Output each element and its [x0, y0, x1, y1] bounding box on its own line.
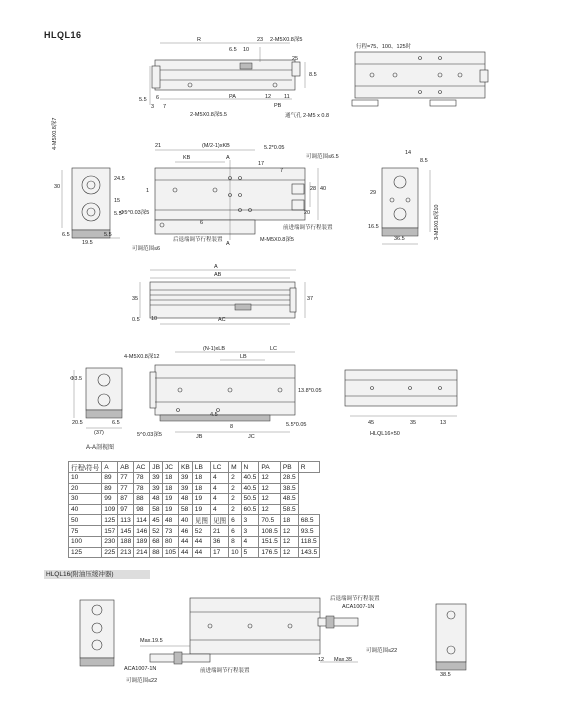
table-cell: 18 [192, 483, 210, 494]
table-cell: 68 [150, 536, 163, 547]
table-cell: 44 [178, 536, 192, 547]
table-cell: 87 [118, 494, 134, 505]
table-header-cell: LB [192, 462, 210, 473]
dim-label: 可调范围≤6.5 [306, 154, 339, 160]
dim-label: 3 [151, 104, 155, 110]
table-cell: 10 [229, 547, 241, 558]
table-header-cell: PA [259, 462, 281, 473]
section-caption: A-A剖视图 [86, 445, 115, 451]
table-row [69, 473, 320, 484]
table-row [69, 483, 320, 494]
table-cell: 105 [162, 547, 178, 558]
table-cell: 68.5 [298, 515, 320, 526]
table-row [69, 547, 320, 558]
table-cell: 4 [210, 473, 228, 484]
view-caption: HLQL16×50 [370, 431, 400, 437]
top-view [150, 43, 305, 105]
dim-label: (37) [94, 430, 104, 436]
left-end-view [62, 168, 120, 238]
callout-label: ACA1007-1N [124, 666, 157, 672]
table-cell: 176.5 [259, 547, 281, 558]
table-cell: 12 [280, 536, 298, 547]
table-cell: 12 [280, 526, 298, 537]
table-cell: 3 [241, 526, 259, 537]
table-body [69, 473, 320, 558]
table-cell: 60.5 [241, 504, 259, 515]
table-cell: 189 [134, 536, 150, 547]
dim-label: JC [248, 434, 255, 440]
table-cell: 12 [259, 473, 281, 484]
table-cell: 109 [102, 504, 118, 515]
table-cell: 8 [229, 536, 241, 547]
dim-label: 可调范围≤6 [132, 246, 161, 252]
dim-label: 8 [230, 424, 234, 430]
dim-label: 6.5 [229, 47, 237, 53]
dim-label: 38.5 [440, 672, 451, 678]
table-cell: 4 [210, 483, 228, 494]
dim-label: 12 [265, 94, 272, 100]
table-cell: 6 [229, 526, 241, 537]
table-cell: 125 [102, 515, 118, 526]
dim-label: 13 [440, 420, 447, 426]
dim-label: 4-M5X0.8深12 [124, 354, 160, 360]
dim-label: 7 [280, 168, 284, 174]
table-cell: 48 [150, 494, 163, 505]
dim-label: 40 [320, 186, 327, 192]
table-cell: 40 [178, 515, 192, 526]
dim-label: 2-M5X0.8深5 [270, 37, 303, 43]
dim-label: AC [218, 317, 226, 323]
table-cell: 2 [229, 483, 241, 494]
table-cell: 143.5 [298, 547, 320, 558]
stroke-note: 行程=75、100、125时 [356, 44, 412, 50]
dim-label: 5.2*0.05 [264, 145, 285, 151]
table-cell: 214 [134, 547, 150, 558]
dim-label: KB [183, 155, 191, 161]
table-row [69, 536, 320, 547]
dim-label: 45 [368, 420, 375, 426]
table-cell: 151.5 [259, 536, 281, 547]
table-cell: 46 [178, 526, 192, 537]
dim-label: 19.5 [82, 240, 93, 246]
dim-label: 10 [243, 47, 250, 53]
section-middle-view [150, 352, 295, 432]
callout-label: 前进端调节行程装置 [200, 668, 250, 674]
table-cell: 12 [259, 504, 281, 515]
table-cell: 157 [102, 526, 118, 537]
dim-label: 36.5 [394, 236, 405, 242]
table-cell: 4 [241, 536, 259, 547]
dim-label: 10 [151, 316, 158, 322]
dim-label: 29 [370, 190, 377, 196]
dim-label: PB [274, 103, 282, 109]
dim-label: 21 [155, 143, 162, 149]
table-cell: 213 [118, 547, 134, 558]
table-cell: 188 [118, 536, 134, 547]
dim-label: 5.5 [139, 97, 147, 103]
dim-label: 15 [114, 198, 121, 204]
dim-label: 20.5 [72, 420, 83, 426]
dim-label: A [214, 264, 218, 270]
dim-label: 4-M5X0.8深7 [52, 117, 58, 150]
table-cell: 80 [162, 536, 178, 547]
right-end-view [382, 168, 430, 244]
table-cell: 见图 [192, 515, 210, 526]
table-cell: 146 [134, 526, 150, 537]
dim-label: 17 [258, 161, 265, 167]
callout-label: ACA1007-1N [342, 604, 375, 610]
dim-label: 35 [132, 296, 139, 302]
dim-label: LB [240, 354, 247, 360]
table-cell: 75 [69, 526, 102, 537]
section-mark: A [226, 155, 230, 161]
table-cell: 93.5 [298, 526, 320, 537]
dim-label: 35 [410, 420, 417, 426]
dim-label: 可调范围≤22 [366, 648, 398, 654]
dim-label: 6.5 [62, 232, 70, 238]
table-cell: 77 [118, 483, 134, 494]
dim-label: 37 [307, 296, 314, 302]
dim-label: 6 [200, 220, 204, 226]
callout-label: 后退端调节行程装置 [330, 596, 380, 602]
table-cell: 45 [150, 515, 163, 526]
table-cell: 40 [69, 504, 102, 515]
table-cell: 40.5 [241, 473, 259, 484]
table-cell: 108.5 [259, 526, 281, 537]
table-header-cell: KB [178, 462, 192, 473]
dim-label: AB [214, 272, 222, 278]
dim-label: 0.5 [132, 317, 140, 323]
table-cell: 88 [150, 547, 163, 558]
table-cell: 99 [102, 494, 118, 505]
table-header-cell: JC [162, 462, 178, 473]
table-cell: 89 [102, 473, 118, 484]
table-header-cell: N [241, 462, 259, 473]
dim-label: 通气孔 2-M5 x 0.8 [285, 113, 330, 119]
table-cell: 40.5 [241, 483, 259, 494]
table-cell: 2 [229, 494, 241, 505]
section-header-buffer: HLQL16(附油压缓冲器) [44, 570, 150, 579]
table-header-cell: 行程\符号 [69, 462, 102, 473]
table-cell: 38.5 [280, 483, 298, 494]
spec-table [68, 461, 320, 558]
callout-label: 前进端调节行程装置 [283, 225, 333, 231]
dim-label: 8.5 [309, 72, 317, 78]
table-cell: 见图 [210, 515, 228, 526]
top-right-view [352, 52, 488, 106]
table-header-cell: AB [118, 462, 134, 473]
dim-label: PA [229, 94, 236, 100]
table-cell: 52 [150, 526, 163, 537]
dim-label: R [197, 37, 201, 43]
table-cell: 17 [210, 547, 228, 558]
table-cell: 58 [178, 504, 192, 515]
table-row [69, 494, 320, 505]
table-cell: 12 [259, 483, 281, 494]
dim-label: 2-M5X0.8深5.5 [190, 112, 227, 118]
dim-label: 6 [156, 95, 160, 101]
dim-label: 25 [292, 56, 299, 62]
dim-label: LC [270, 346, 278, 352]
table-cell: 48 [162, 515, 178, 526]
table-cell: 58 [150, 504, 163, 515]
dim-label: (M/2-1)xKB [202, 143, 230, 149]
table-cell: 12 [280, 547, 298, 558]
dim-label: 5.5 [104, 232, 112, 238]
buffer-front-view [140, 598, 358, 664]
dim-label: 4.5 [210, 412, 218, 418]
table-header-row [69, 462, 320, 473]
dim-label: 30 [54, 184, 61, 190]
table-cell: 98 [134, 504, 150, 515]
table-row [69, 526, 320, 537]
table-cell: 3 [241, 515, 259, 526]
callout-label: 后退端调节行程装置 [173, 237, 223, 243]
table-cell: 52 [192, 526, 210, 537]
table-cell: 100 [69, 536, 102, 547]
table-cell: 39 [178, 473, 192, 484]
section-mark: A [226, 241, 230, 247]
table-header-cell: JB [150, 462, 163, 473]
table-cell: 58.5 [280, 504, 298, 515]
table-cell: 39 [150, 483, 163, 494]
dim-label: 24.5 [114, 176, 125, 182]
table-cell: 230 [102, 536, 118, 547]
dim-label: 8.5 [420, 158, 428, 164]
table-header-cell: A [102, 462, 118, 473]
table-cell: 225 [102, 547, 118, 558]
table-header-cell: LC [210, 462, 228, 473]
dim-label: Max.35 [334, 657, 353, 663]
table-cell: 73 [162, 526, 178, 537]
table-cell: 4 [210, 504, 228, 515]
table-cell: 6 [229, 515, 241, 526]
table-cell: 39 [150, 473, 163, 484]
dim-label: 5^0.03深5 [137, 432, 162, 438]
table-cell: 44 [192, 536, 210, 547]
table-cell: 18 [162, 473, 178, 484]
callout-label: M-M5X0.8深5 [260, 237, 294, 243]
table-cell: 19 [162, 504, 178, 515]
table-header-cell: PB [280, 462, 298, 473]
table-cell: 44 [192, 547, 210, 558]
table-cell: 4 [210, 494, 228, 505]
dim-label: 7 [163, 104, 167, 110]
table-cell: 118.5 [298, 536, 320, 547]
dim-label: JB [196, 434, 203, 440]
table-cell: 88 [134, 494, 150, 505]
table-cell: 18 [192, 473, 210, 484]
dim-label: 1 [146, 188, 150, 194]
dim-label: 11 [284, 94, 290, 100]
dim-label: 12 [318, 657, 325, 663]
dim-label: 可调范围≤22 [126, 678, 158, 684]
table-cell: 113 [118, 515, 134, 526]
bottom-view [140, 270, 305, 324]
table-cell: 125 [69, 547, 102, 558]
dim-label: Φ5^0.03深5 [120, 210, 150, 216]
table-cell: 30 [69, 494, 102, 505]
table-cell: 5 [241, 547, 259, 558]
table-cell: 2 [229, 473, 241, 484]
page-title: HLQL16 [44, 30, 82, 40]
table-cell: 78 [134, 483, 150, 494]
table-cell: 97 [118, 504, 134, 515]
table-cell: 39 [178, 483, 192, 494]
small-end-view [345, 370, 457, 416]
dim-label: Max.19.5 [140, 638, 163, 644]
dim-label: (N-1)xLB [203, 346, 226, 352]
dim-label: 5.5*0.05 [286, 422, 307, 428]
table-cell: 89 [102, 483, 118, 494]
table-cell: 48.5 [280, 494, 298, 505]
dim-label: 5.5 [114, 211, 122, 217]
table-cell: 78 [134, 473, 150, 484]
table-header-cell: M [229, 462, 241, 473]
table-cell: 20 [69, 483, 102, 494]
table-cell: 19 [192, 504, 210, 515]
table-cell: 28.5 [280, 473, 298, 484]
table-cell: 10 [69, 473, 102, 484]
table-cell: 114 [134, 515, 150, 526]
dim-label: 16.5 [368, 224, 379, 230]
dim-label: 20 [304, 210, 311, 216]
dim-label: 13.8*0.05 [298, 388, 322, 394]
table-cell: 77 [118, 473, 134, 484]
table-cell: 19 [162, 494, 178, 505]
table-cell: 18 [162, 483, 178, 494]
table-cell: 70.5 [259, 515, 281, 526]
table-cell: 50.5 [241, 494, 259, 505]
table-cell: 36 [210, 536, 228, 547]
table-header-cell: AC [134, 462, 150, 473]
dim-label: 6.5 [112, 420, 120, 426]
table-cell: 48 [178, 494, 192, 505]
dim-label: 14 [405, 150, 412, 156]
table-cell: 50 [69, 515, 102, 526]
dim-label: 3-M5X0.8深10 [434, 204, 440, 240]
dim-label: 23 [257, 37, 264, 43]
dim-label: 28 [310, 186, 317, 192]
dim-label: Φ3.5 [70, 376, 83, 382]
table-cell: 19 [192, 494, 210, 505]
table-header-cell: R [298, 462, 320, 473]
table-row [69, 504, 320, 515]
table-cell: 18 [280, 515, 298, 526]
table-cell: 21 [210, 526, 228, 537]
table-cell: 12 [259, 494, 281, 505]
table-cell: 145 [118, 526, 134, 537]
table-cell: 2 [229, 504, 241, 515]
table-cell: 44 [178, 547, 192, 558]
table-row [69, 515, 320, 526]
buffer-right-view [436, 604, 466, 670]
buffer-left-view [80, 600, 114, 666]
